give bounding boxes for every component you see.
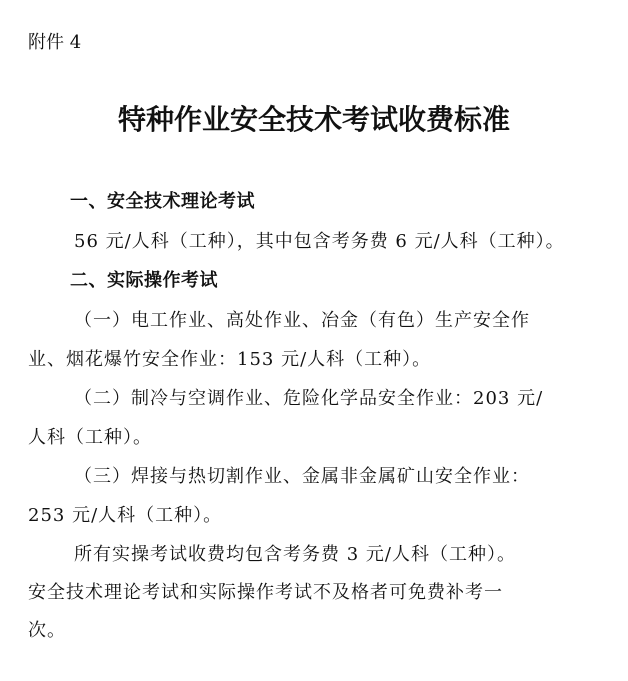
- theory-fee-line: 56 元/人科（工种），其中包含考务费 6 元/人科（工种）。: [74, 231, 565, 252]
- attachment-label: 附件 4: [28, 32, 82, 53]
- note-line-3: 次。: [28, 620, 66, 641]
- practical-item-2-line-1: （二）制冷与空调作业、危险化学品安全作业：203 元/: [74, 388, 544, 409]
- page-title: 特种作业安全技术考试收费标准: [117, 103, 510, 136]
- practical-item-1-line-1: （一）电工作业、高处作业、冶金（有色）生产安全作: [74, 310, 530, 331]
- practical-item-1-line-2: 业、烟花爆竹安全作业：153 元/人科（工种）。: [28, 349, 432, 370]
- note-line-2: 安全技术理论考试和实际操作考试不及格者可免费补考一: [28, 582, 503, 603]
- section-heading-practical: 二、实际操作考试: [70, 270, 218, 291]
- note-line-1: 所有实操考试收费均包含考务费 3 元/人科（工种）。: [74, 544, 516, 565]
- practical-item-3-line-2: 253 元/人科（工种）。: [28, 505, 223, 526]
- practical-item-2-line-2: 人科（工种）。: [28, 427, 152, 448]
- practical-item-3-line-1: （三）焊接与热切割作业、金属非金属矿山安全作业：: [74, 466, 530, 487]
- section-heading-theory: 一、安全技术理论考试: [70, 191, 255, 212]
